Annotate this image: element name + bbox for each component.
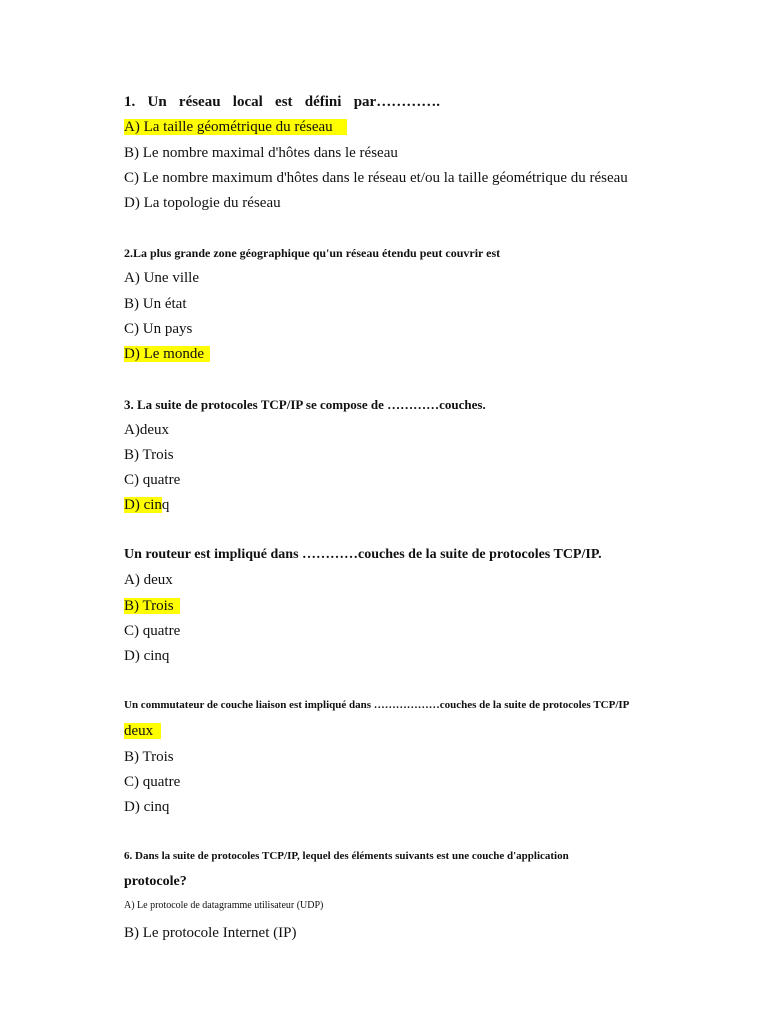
highlighted-answer: A) La taille géométrique du réseau [124, 119, 347, 135]
question-6-option-b: B) Le protocole Internet (IP) [124, 925, 297, 941]
question-6-title-continued: protocole? [124, 874, 187, 889]
question-1-word: 1. [124, 94, 136, 110]
question-5-option-a [124, 723, 161, 740]
question-3-title: 3. La suite de protocoles TCP/IP se compose de …………couches. [124, 397, 486, 412]
question-1-word: Un [147, 94, 167, 110]
question-2-option-b: B) Un état [124, 296, 187, 312]
question-4-option-d: D) cinq [124, 648, 170, 664]
question-3-option-d [124, 497, 169, 514]
question-2-title: 2.La plus grande zone géographique qu'un réseau étendu peut couvrir est [124, 246, 501, 260]
question-4-option-a: A) deux [124, 572, 173, 588]
question-1-option-a [124, 119, 347, 136]
question-1-option-b: B) Le nombre maximal d'hôtes dans le réseau [124, 145, 398, 161]
question-5-option-d: D) cinq [124, 799, 170, 815]
question-1-word: local [232, 94, 263, 110]
highlighted-answer: D) cin [124, 497, 162, 513]
question-6-option-a: A) Le protocole de datagramme utilisateur (UDP) [124, 900, 324, 911]
option-text-tail: q [161, 497, 170, 513]
question-1-word: réseau [178, 94, 221, 110]
question-5-title: Un commutateur de couche liaison est impliqué dans ………………couches de la suite de protocoles TCP/IP [124, 699, 630, 711]
question-2-option-c: C) Un pays [124, 321, 193, 337]
highlighted-answer: D) Le monde [124, 346, 210, 362]
question-2-option-a: A) Une ville [124, 270, 199, 286]
question-5-option-c: C) quatre [124, 774, 181, 790]
question-1-title [124, 94, 440, 111]
question-1-word: est [275, 94, 293, 110]
question-1-option-c: C) Le nombre maximum d'hôtes dans le réseau et/ou la taille géométrique du réseau [124, 170, 628, 186]
question-2-option-d [124, 346, 210, 363]
highlighted-answer: deux [124, 723, 161, 739]
question-1-option-d: D) La topologie du réseau [124, 195, 281, 211]
question-4-option-c: C) quatre [124, 623, 181, 639]
question-3-option-a: A)deux [124, 422, 169, 438]
question-3-option-b: B) Trois [124, 447, 174, 463]
question-3-option-c: C) quatre [124, 472, 181, 488]
question-4-title: Un routeur est impliqué dans …………couches de la suite de protocoles TCP/IP. [124, 547, 602, 562]
question-4-option-b [124, 598, 180, 615]
question-1-word: défini [304, 94, 342, 110]
question-1-word: par…………. [353, 94, 440, 110]
highlighted-answer: B) Trois [124, 598, 180, 614]
question-5-option-b: B) Trois [124, 749, 174, 765]
question-6-title: 6. Dans la suite de protocoles TCP/IP, lequel des éléments suivants est une couche d'application [124, 850, 569, 862]
